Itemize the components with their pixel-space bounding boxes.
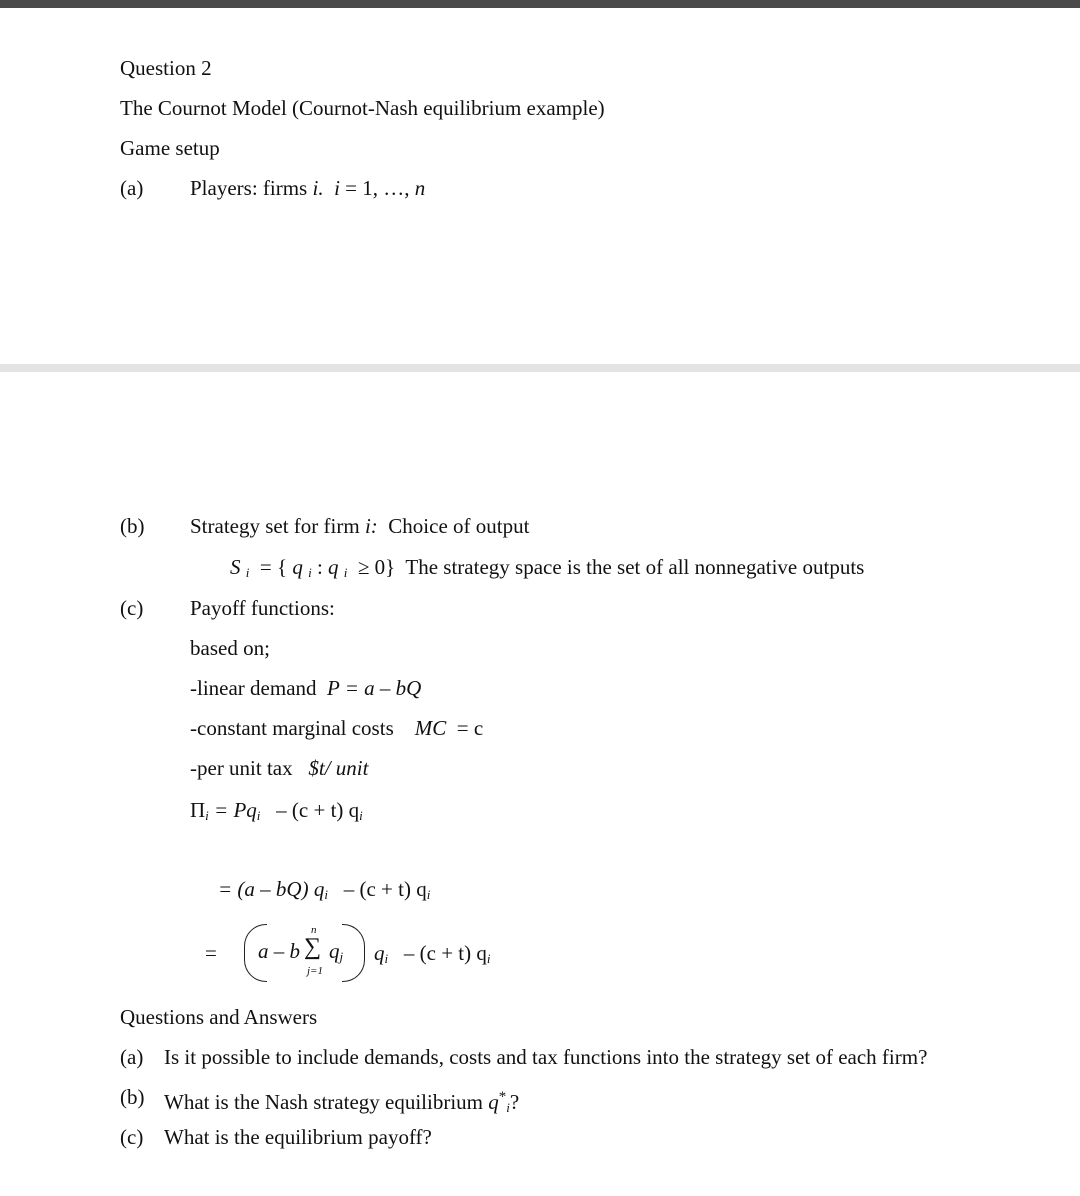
- question-title: Question 2: [120, 56, 212, 80]
- linear-demand: -linear demand P = a – bQ: [190, 676, 422, 700]
- qa-question-a: Is it possible to include demands, costs and tax functions into the strategy set of each firm?: [164, 1045, 928, 1069]
- model-title: The Cournot Model (Cournot-Nash equilibrium example): [120, 96, 605, 120]
- marginal-costs: -constant marginal costs MC = c: [190, 716, 484, 740]
- inner-a-minus-b: a – b: [258, 939, 300, 963]
- top-bar: [0, 0, 1080, 8]
- payoff-formula-2: = (a – bQ) $q_i$ – (c + t) $q_i$: [218, 877, 431, 902]
- sum-lower-limit: j=1: [307, 965, 323, 977]
- qa-label-c: (c): [120, 1125, 144, 1149]
- item-c-text: Payoff functions:: [190, 596, 335, 620]
- qa-question-b: What is the Nash strategy equilibrium $q^*_i$?: [164, 1089, 520, 1115]
- item-b-text: Strategy set for firm i: Choice of output: [190, 514, 530, 538]
- item-b-label: (b): [120, 514, 145, 538]
- qa-label-a: (a): [120, 1045, 144, 1069]
- strategy-set-formula: S $_i$ = { q $_i$ : q $_i$ ≥ 0} The strategy space is the set of all nonnegative outputs: [230, 555, 865, 580]
- section-heading: Game setup: [120, 136, 220, 160]
- based-on-text: based on;: [190, 636, 270, 660]
- right-paren: [342, 924, 365, 982]
- sum-q: $q_j$: [329, 939, 344, 964]
- payoff-formula-1: $\Pi_i = Pq_i$ – (c + t) $q_i$: [190, 798, 363, 823]
- equals-sign: =: [205, 941, 217, 965]
- item-c-label: (c): [120, 596, 144, 620]
- qa-heading: Questions and Answers: [120, 1005, 318, 1029]
- sum-symbol: ∑: [304, 934, 322, 960]
- page-divider: [0, 364, 1080, 372]
- item-a-label: (a): [120, 176, 144, 200]
- per-unit-tax: -per unit tax $t/ unit: [190, 756, 369, 780]
- formula-3-tail: $q_i$ – (c + t) $q_i$: [374, 941, 491, 966]
- sum-upper-limit: n: [311, 924, 317, 936]
- item-a-text: Players: firms i. i = 1, …, n: [190, 176, 426, 200]
- qa-question-c: What is the equilibrium payoff?: [164, 1125, 432, 1149]
- qa-label-b: (b): [120, 1085, 145, 1109]
